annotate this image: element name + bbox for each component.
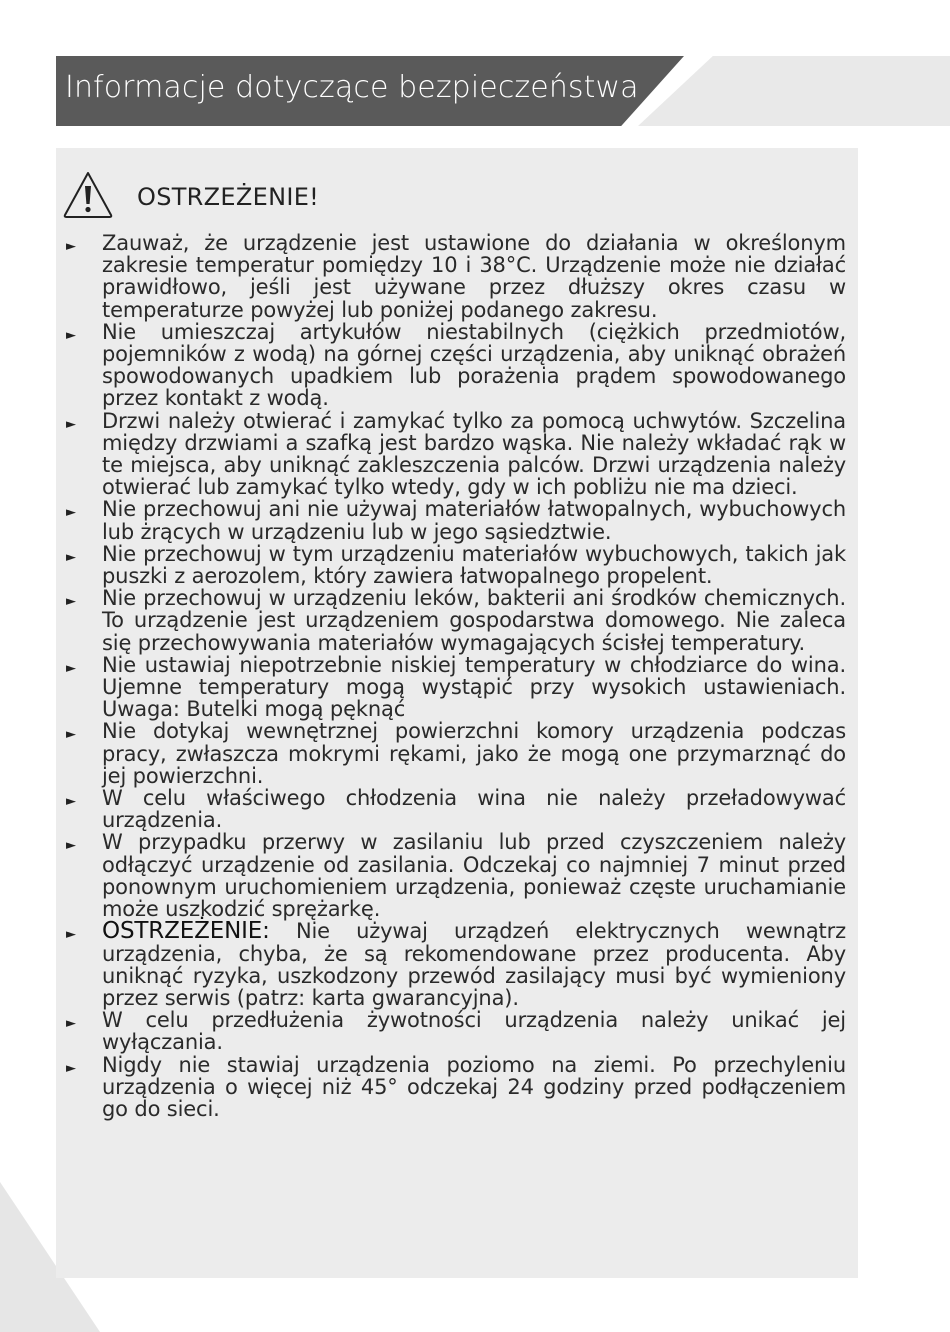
bullet-arrow-icon: ►	[66, 549, 76, 565]
bullet-arrow-icon: ►	[66, 838, 76, 854]
header-tail-decoration	[638, 56, 950, 126]
bullet-arrow-icon: ►	[66, 594, 76, 610]
section-title: Informacje dotyczące bezpieczeństwa	[65, 70, 639, 105]
list-item	[66, 321, 846, 410]
item-text: W przypadku przerwy w zasilaniu lub przed czyszczeniem należy odłączyć urządzenie od zasilania. Odczekaj co najmniej 7 minut przed ponownym uruchomieniem urządzenia, ponieważ częste uruchamianie może uszkodzić sprężarkę.	[102, 830, 846, 922]
list-item	[66, 920, 846, 1009]
bullet-arrow-icon: ►	[66, 1060, 76, 1076]
bullet-arrow-icon: ►	[66, 327, 76, 343]
bullet-arrow-icon: ►	[66, 416, 76, 432]
list-item	[66, 1054, 846, 1121]
bullet-arrow-icon: ►	[66, 794, 76, 810]
bullet-arrow-icon: ►	[66, 727, 76, 743]
list-item	[66, 232, 846, 321]
list-item	[66, 543, 846, 587]
bullet-arrow-icon: ►	[66, 660, 76, 676]
item-text: Nie przechowuj w tym urządzeniu materiałów wybuchowych, takich jak puszki z aerozolem, który zawiera łatwopalnego propelent.	[102, 541, 846, 589]
item-text: Nie przechowuj w urządzeniu leków, bakterii ani środków chemicznych. To urządzenie jest urządzeniem gospodarstwa domowego. Nie zaleca się przechowywania materiałów wymagających ścisłej temperatury.	[102, 586, 846, 655]
item-text: W celu przedłużenia żywotności urządzenia należy unikać jej wyłączania.	[102, 1008, 846, 1055]
item-text: Drzwi należy otwierać i zamykać tylko za pomocą uchwytów. Szczelina między drzwiami a szafką jest bardzo wąska. Nie należy wkładać rąk w te miejsca, aby uniknąć zakleszczenia palców. Drzwi urządzenia należy otwierać lub zamykać tylko wtedy, gdy w ich pobliżu nie ma dzieci.	[102, 408, 846, 500]
list-item	[66, 831, 846, 920]
item-text: W celu właściwego chłodzenia wina nie należy przeładowywać urządzenia.	[102, 786, 846, 833]
warning-triangle-icon	[62, 170, 114, 220]
warning-label: OSTRZEŻENIE:	[102, 918, 270, 945]
item-text: Zauważ, że urządzenie jest ustawione do działania w określonym zakresie temperatur pomiędzy 10 i 38°C. Urządzenie może nie działać prawidłowo, jeśli jest używane przez dłuższy okres czasu w temperaturze powyżej lub poniżej podanego zakresu.	[102, 231, 846, 322]
list-item	[66, 1009, 846, 1053]
list-item	[66, 410, 846, 499]
list-item	[66, 587, 846, 654]
item-text: Nie dotykaj wewnętrznej powierzchni komory urządzenia podczas pracy, zwłaszcza mokrymi rękami, jako że mogą one przymarznąć do jej powierzchni.	[102, 719, 846, 788]
item-text-body: Nie używaj urządzeń elektrycznych wewnątrz urządzenia, chyba, że są rekomendowane przez producenta. Aby uniknąć ryzyka, uszkodzony przewód zasilający musi być wymieniony przez serwis (patrz: karta gwarancyjna).	[102, 919, 846, 1010]
list-item	[66, 654, 846, 721]
item-text: Nie umieszczaj artykułów niestabilnych (ciężkich przedmiotów, pojemników z wodą) na górnej części urządzenia, aby uniknąć obrażeń spowodowanych upadkiem lub porażenia prądem spowodowanego przez kontakt z wodą.	[102, 319, 846, 411]
bullet-arrow-icon: ►	[66, 239, 76, 254]
warning-title: OSTRZEŻENIE!	[137, 183, 320, 211]
list-item	[66, 787, 846, 831]
safety-list	[66, 232, 846, 1120]
list-item	[66, 498, 846, 542]
item-text	[102, 920, 846, 1009]
item-text: Nigdy nie stawiaj urządzenia poziomo na ziemi. Po przechyleniu urządzenia o więcej niż 45° odczekaj 24 godziny przed podłączeniem go do sieci.	[102, 1052, 846, 1121]
list-item	[66, 720, 846, 787]
item-text: Nie ustawiaj niepotrzebnie niskiej temperatury w chłodziarce do wina. Ujemne temperatury mogą wystąpić przy wysokich ustawieniach. Uwaga: Butelki mogą pęknąć	[102, 652, 846, 722]
bullet-arrow-icon: ►	[66, 1016, 76, 1032]
item-text: Nie przechowuj ani nie używaj materiałów łatwopalnych, wybuchowych lub żrących w urządzeniu lub w jego sąsiedztwie.	[102, 497, 846, 544]
bullet-arrow-icon: ►	[66, 505, 76, 521]
bullet-arrow-icon: ►	[66, 927, 76, 943]
